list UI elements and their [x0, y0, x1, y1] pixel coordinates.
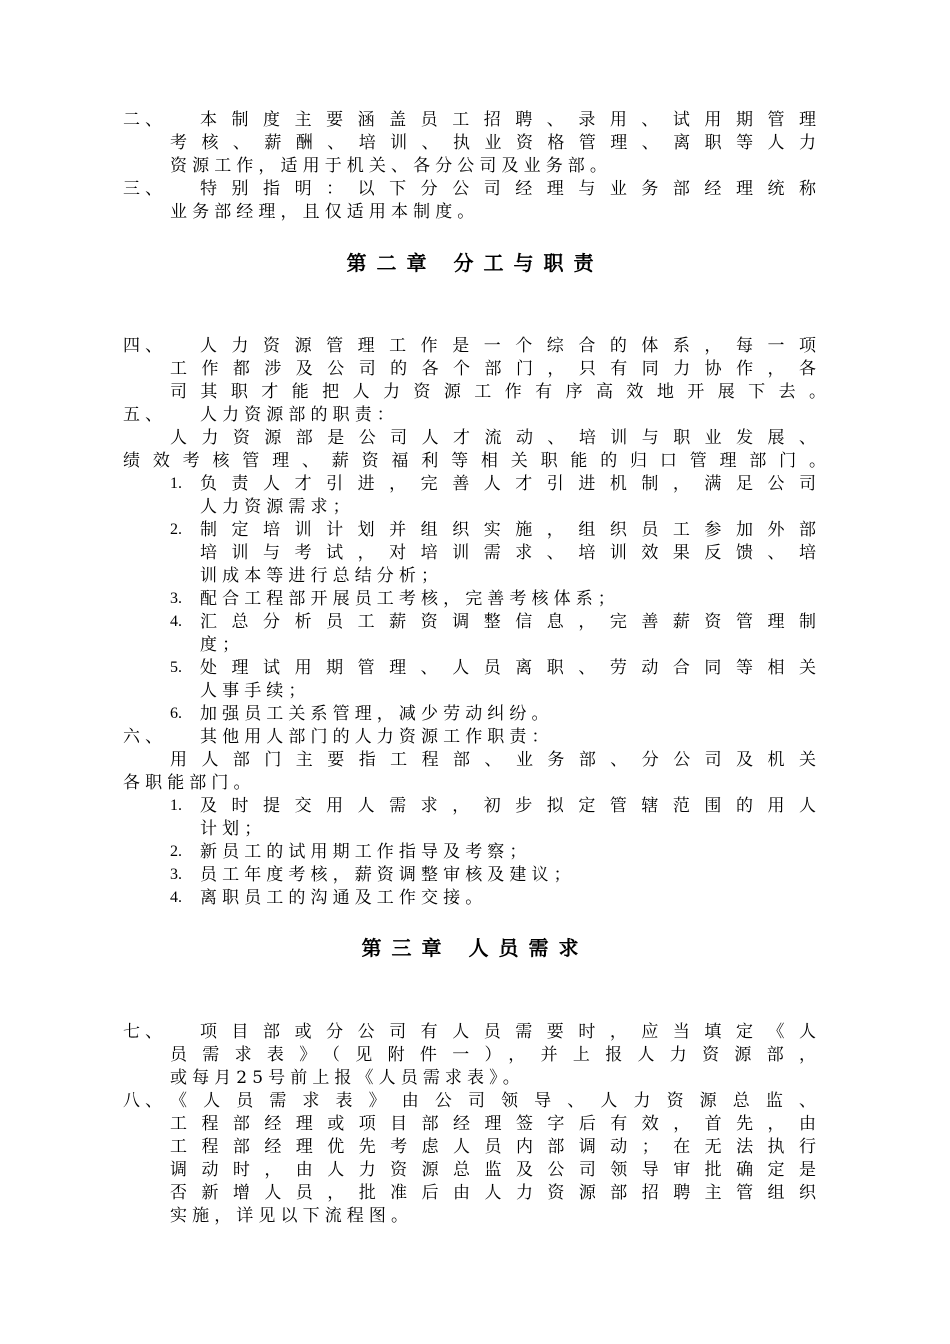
list-item-line: 制定培训计划并组织实施，组织员工参加外部 — [200, 520, 816, 540]
list-item-line: 计划； — [200, 819, 267, 839]
clause-text-line: 本制度主要涵盖员工招聘、录用、试用期管理 — [200, 110, 816, 130]
list-item-line: 离职员工的沟通及工作交接。 — [200, 888, 488, 908]
list-item-line: 及时提交用人需求，初步拟定管辖范围的用人 — [200, 796, 816, 816]
clause-text-line: 特别指明：以下分公司经理与业务部经理统称 — [200, 179, 816, 199]
clause-text-line: 用人部门主要指工程部、业务部、分公司及机关 — [170, 750, 816, 770]
clause-number: 四、 — [123, 336, 168, 356]
clause-number: 六、 — [123, 727, 168, 747]
clause-text-line: 考核、薪酬、培训、执业资格管理、离职等人力 — [170, 133, 816, 153]
clause-number: 三、 — [123, 179, 168, 199]
clause-text-line: 司其职才能把人力资源工作有序高效地开展下去。 — [170, 382, 826, 402]
list-item-number: 2. — [170, 843, 182, 860]
list-item-line: 人力资源需求； — [200, 497, 355, 517]
clause-number: 二、 — [123, 110, 168, 130]
list-item-number: 4. — [170, 889, 182, 906]
list-item-line: 度； — [200, 635, 245, 655]
list-item-number: 6. — [170, 705, 182, 722]
clause-text-line: 工作都涉及公司的各个部门，只有同力协作，各 — [170, 359, 816, 379]
list-item-number: 1. — [170, 797, 182, 814]
clause-text-line: 员需求表》（见附件一），并上报人力资源部， — [170, 1045, 816, 1065]
clause-text-line: 人力资源部是公司人才流动、培训与职业发展、 — [170, 428, 816, 448]
list-item-number: 4. — [170, 613, 182, 630]
clause-text-line: 项目部或分公司有人员需要时，应当填定《人 — [200, 1022, 816, 1042]
clause-number: 七、 — [123, 1022, 168, 1042]
list-item-number: 3. — [170, 866, 182, 883]
clause-text-line: 实施，详见以下流程图。 — [170, 1206, 414, 1226]
list-item-line: 汇总分析员工薪资调整信息，完善薪资管理制 — [200, 612, 816, 632]
chapter-heading: 第二章 分工与职责 — [346, 251, 604, 275]
clause-number: 五、 — [123, 405, 168, 425]
list-item-line: 负责人才引进，完善人才引进机制，满足公司 — [200, 474, 816, 494]
clause-text-line: 资源工作，适用于机关、各分公司及业务部。 — [170, 156, 612, 176]
clause-text-line: 否新增人员，批准后由人力资源部招聘主管组织 — [170, 1183, 816, 1203]
clause-text-line: 调动时，由人力资源总监及公司领导审批确定是 — [170, 1160, 816, 1180]
list-item-line: 培训与考试，对培训需求、培训效果反馈、培 — [200, 543, 816, 563]
clause-heading: 其他用人部门的人力资源工作职责： — [200, 727, 554, 747]
list-item-line: 员工年度考核，薪资调整审核及建议； — [200, 865, 576, 885]
clause-text-line: 《人员需求表》由公司领导、人力资源总监、 — [170, 1091, 816, 1111]
clause-text-line: 业务部经理，且仅适用本制度。 — [170, 202, 480, 222]
list-item-number: 5. — [170, 659, 182, 676]
list-item-line: 处理试用期管理、人员离职、劳动合同等相关 — [200, 658, 816, 678]
clause-number: 八、 — [123, 1091, 168, 1111]
list-item-number: 1. — [170, 475, 182, 492]
clause-text-line: 工程部经理优先考虑人员内部调动；在无法执行 — [170, 1137, 816, 1157]
clause-text-line: 工程部经理或项目部经理签字后有效，首先，由 — [170, 1114, 816, 1134]
clause-text-line: 或每月25号前上报《人员需求表》。 — [170, 1068, 525, 1088]
clause-text-line: 各职能部门。 — [123, 773, 256, 793]
list-item-line: 加强员工关系管理，减少劳动纠纷。 — [200, 704, 554, 724]
list-item-number: 2. — [170, 521, 182, 538]
clause-text-line: 绩效考核管理、薪资福利等相关职能的归口管理部门。 — [123, 451, 826, 471]
chapter-heading: 第三章 人员需求 — [361, 936, 589, 960]
list-item-line: 新员工的试用期工作指导及考察； — [200, 842, 532, 862]
clause-heading: 人力资源部的职责： — [200, 405, 399, 425]
list-item-line: 配合工程部开展员工考核，完善考核体系； — [200, 589, 620, 609]
list-item-number: 3. — [170, 590, 182, 607]
list-item-line: 人事手续； — [200, 681, 311, 701]
list-item-line: 训成本等进行总结分析； — [200, 566, 444, 586]
clause-text-line: 人力资源管理工作是一个综合的体系，每一项 — [200, 336, 816, 356]
